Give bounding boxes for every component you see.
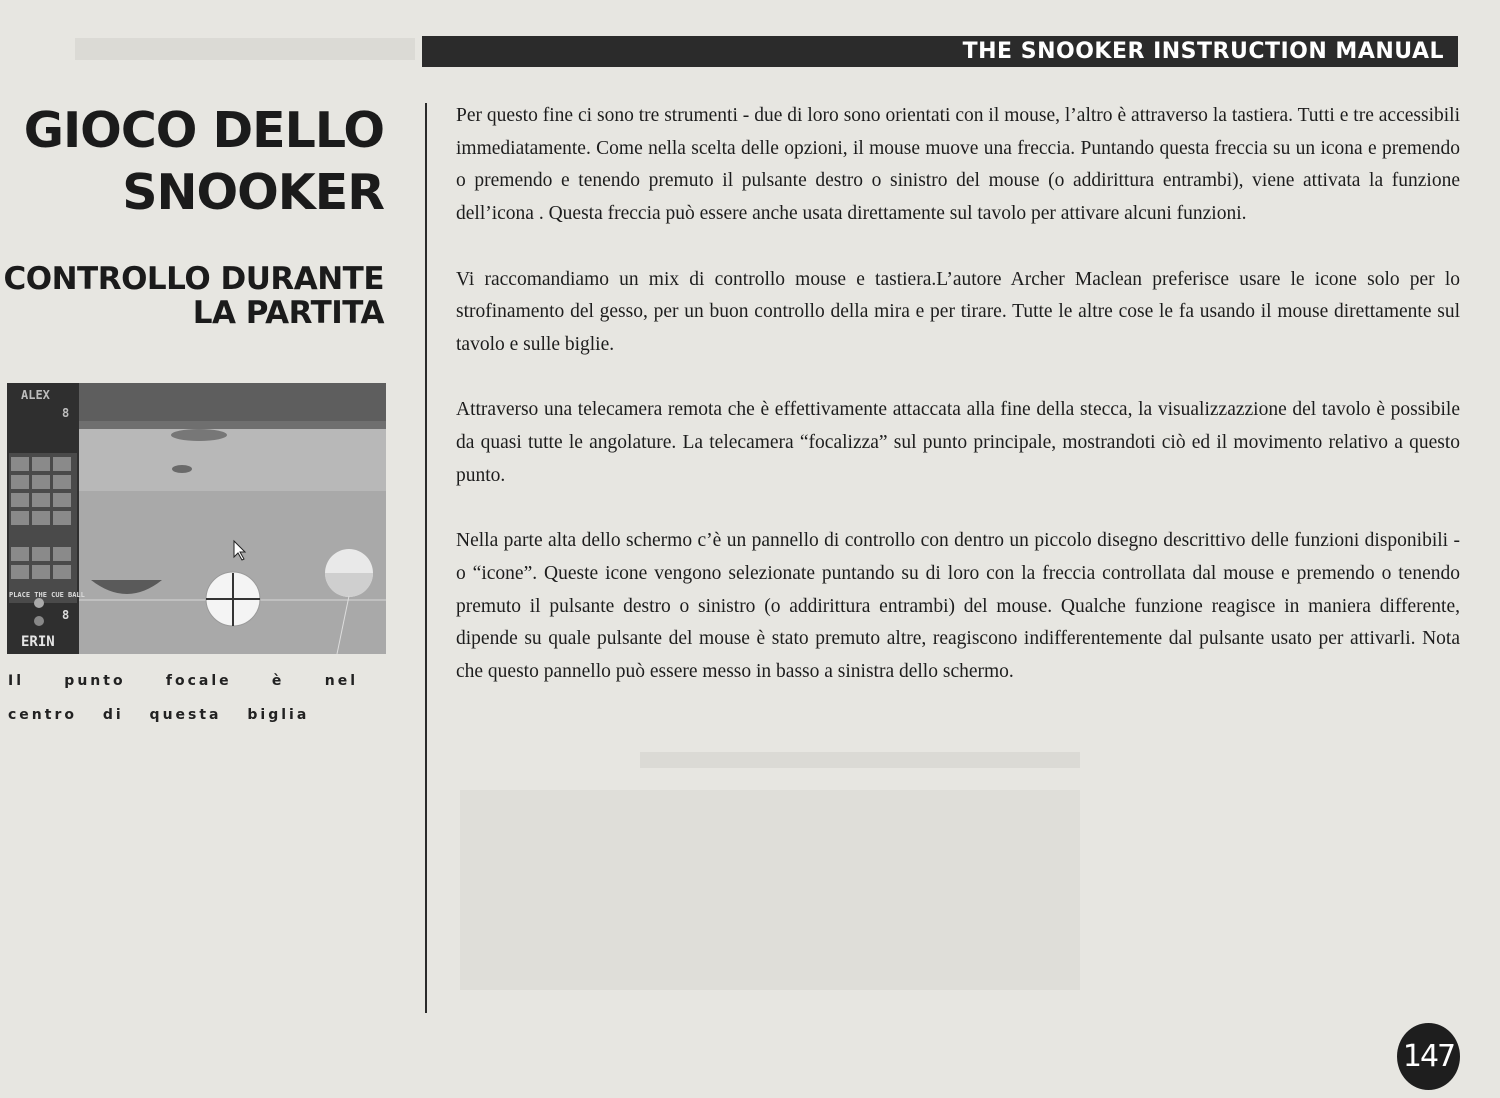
game-screenshot-art [7,383,386,654]
player2-score: 8 [62,608,70,622]
page-number: 147 [1397,1023,1460,1090]
body-paragraph: Nella parte alta dello schermo c’è un pannello di controllo con dentro un piccolo disegno descrittivo delle funzioni disponibili - o “icone”. Queste icone vengono selezionate puntando su di loro con la freccia controllata dal mouse e premendo o tenendo premuto il pulsante destro o sinistro (o addirittura entrambi) del mouse. Qualche funzione reagisce in maniera differente, dipende su quale pulsante del mouse è stato premuto altre, reagiscono indifferentemente dal pulsante usato per attivarli. Nota che questo pannello può essere messo in basso a sinistra dello schermo. [456,530,1460,682]
show-through [460,790,1080,990]
body-paragraph: Attraverso una telecamera remota che è effettivamente attaccata alla fine della stecca, la visualizzazzione del tavolo è possibile da quasi tutte le angolature. La telecamera “focalizza” sul punto principale, mostrandoti ciò ed il movimento relativo a questo punto. [456,399,1460,486]
body-paragraph: Vi raccomandiamo un mix di controllo mouse e tastiera.L’autore Archer Maclean preferisce usare le icone solo per lo strofinamento del gesso, per un buon controllo della mira e per tirare. Tutte le altre cose le fa usando il mouse direttamente sul tavolo e sulle biglie. [456,268,1460,355]
chapter-title-line: GIOCO DELLO [23,102,384,159]
section-title-line: LA PARTITA [192,295,384,331]
manual-header-bar [422,36,1458,67]
game-screenshot [7,383,386,654]
player1-name: ALEX [21,388,50,402]
show-through [640,752,1080,768]
column-divider [425,103,427,1013]
screenshot-caption: Il punto focale è nel centro di questa biglia [8,673,358,723]
body-paragraph: Per questo fine ci sono tre strumenti - due di loro sono orientati con il mouse, l’altro è attraverso la tastiera. Tutti e tre accessibili immediatamente. Come nella scelta delle opzioni, il mouse muove una freccia. Puntando questa freccia su un icona e premendo o premendo e tenendo premuto il pulsante destro o sinistro del mouse (o addirittura entrambi), viene attivata la funzione dell’icona . Questa freccia può essere anche usata direttamente sul tavolo per attivare alcuni funzioni. [456,105,1460,225]
section-title-line: CONTROLLO DURANTE [3,261,384,297]
chapter-title [24,100,384,224]
chapter-title-line: SNOOKER [122,164,384,221]
manual-header-title: THE SNOOKER INSTRUCTION MANUAL [962,39,1444,64]
section-title [4,262,385,330]
body-text [456,100,1460,721]
player1-score: 8 [62,406,70,420]
place-cue-ball-label: PLACE THE CUE BALL [9,591,85,599]
show-through [75,38,415,60]
player2-name: ERIN [21,634,55,650]
